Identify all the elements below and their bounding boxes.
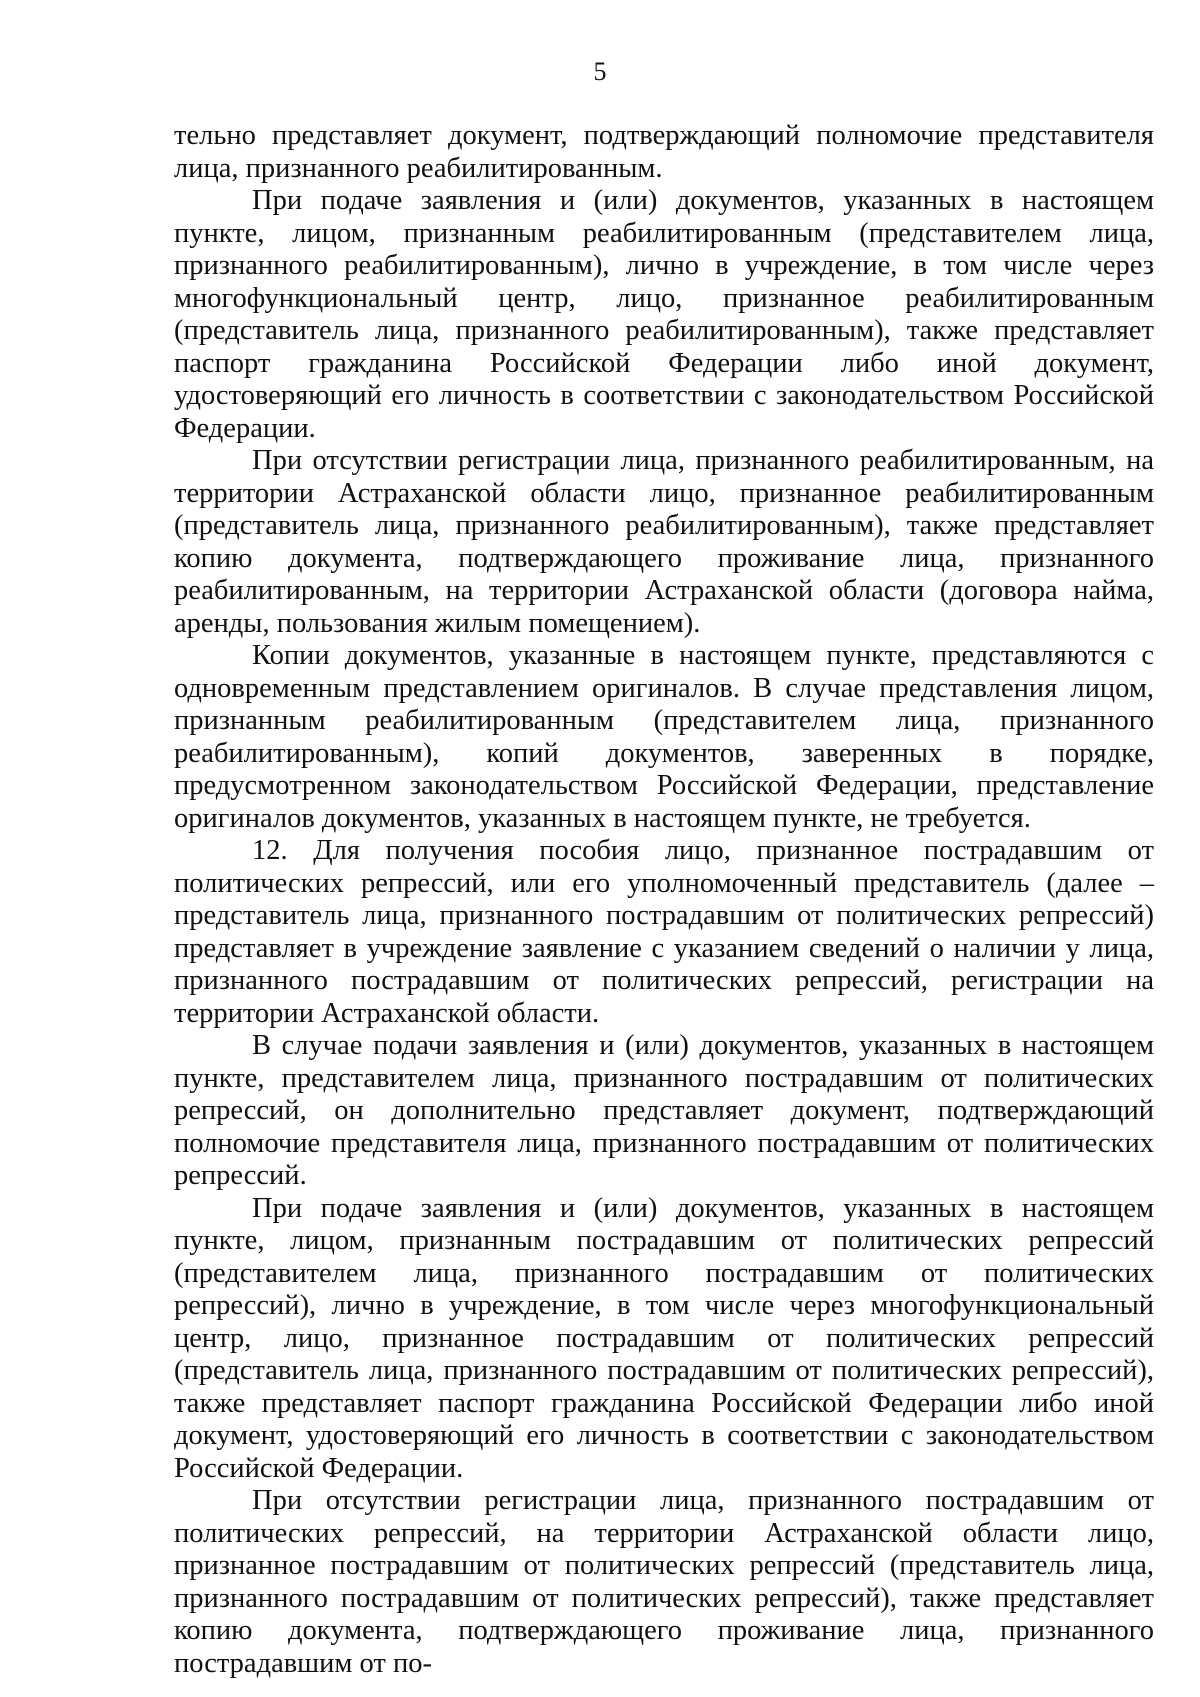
paragraph-clause-12: 12. Для получения пособия лицо, признанное пострадавшим от политических репрессий, или его уполномоченный представитель (далее – представитель лица, признанного пострадавшим от политических репрессий) представляет в учреждение заявление с указанием сведений о наличии у лица, признанного пострадавшим от политических репрессий, регистрации на территории Астраханской области. — [174, 835, 1154, 1029]
paragraph-residence-victim: При отсутствии регистрации лица, признанного пострадавшим от политических репрессий, на территории Астраханской области лицо, признанное пострадавшим от политических репрессий (представитель лица, признанного пострадавшим от политических репрессий), также представляет копию документа, подтверждающего проживание лица, признанного пострадавшим от по- — [174, 1485, 1154, 1679]
document-body — [174, 120, 1154, 1680]
paragraph-representative-authority: В случае подачи заявления и (или) документов, указанных в настоящем пункте, представителем лица, признанного пострадавшим от политических репрессий, он дополнительно представляет документ, подтверждающий полномочие представителя лица, признанного пострадавшим от политических репрессий. — [174, 1030, 1154, 1191]
paragraph-document-copies: Копии документов, указанные в настоящем пункте, представляются с одновременным представлением оригиналов. В случае представления лицом, признанным реабилитированным (представителем лица, признанного реабилитированным), копий документов, заверенных в порядке, предусмотренном законодательством Российской Федерации, представление оригиналов документов, указанных в настоящем пункте, не требуется. — [174, 640, 1154, 834]
paragraph-residence-rehabilitated: При отсутствии регистрации лица, признанного реабилитированным, на территории Астраханской области лицо, признанное реабилитированным (представитель лица, признанного реабилитированным), также представляет копию документа, подтверждающего проживание лица, признанного реабилитированным, на территории Астраханской области (договора найма, аренды, пользования жилым помещением). — [174, 445, 1154, 639]
paragraph-continuation: тельно представляет документ, подтверждающий полномочие представителя лица, признанного реабилитированным. — [174, 120, 1154, 184]
paragraph-passport-victim: При подаче заявления и (или) документов, указанных в настоящем пункте, лицом, признанным пострадавшим от политических репрессий (представителем лица, признанного пострадавшим от политических репрессий), лично в учреждение, в том числе через многофункциональный центр, лицо, признанное пострадавшим от политических репрессий (представитель лица, признанного пострадавшим от политических репрессий), также представляет паспорт гражданина Российской Федерации либо иной документ, удостоверяющий его личность в соответствии с законодательством Российской Федерации. — [174, 1192, 1154, 1484]
page-number: 5 — [593, 57, 607, 86]
paragraph-passport-rehabilitated: При подаче заявления и (или) документов, указанных в настоящем пункте, лицом, признанным реабилитированным (представителем лица, признанного реабилитированным), лично в учреждение, в том числе через многофункциональный центр, лицо, признанное реабилитированным (представитель лица, признанного реабилитированным), также представляет паспорт гражданина Российской Федерации либо иной документ, удостоверяющий его личность в соответствии с законодательством Российской Федерации. — [174, 185, 1154, 444]
